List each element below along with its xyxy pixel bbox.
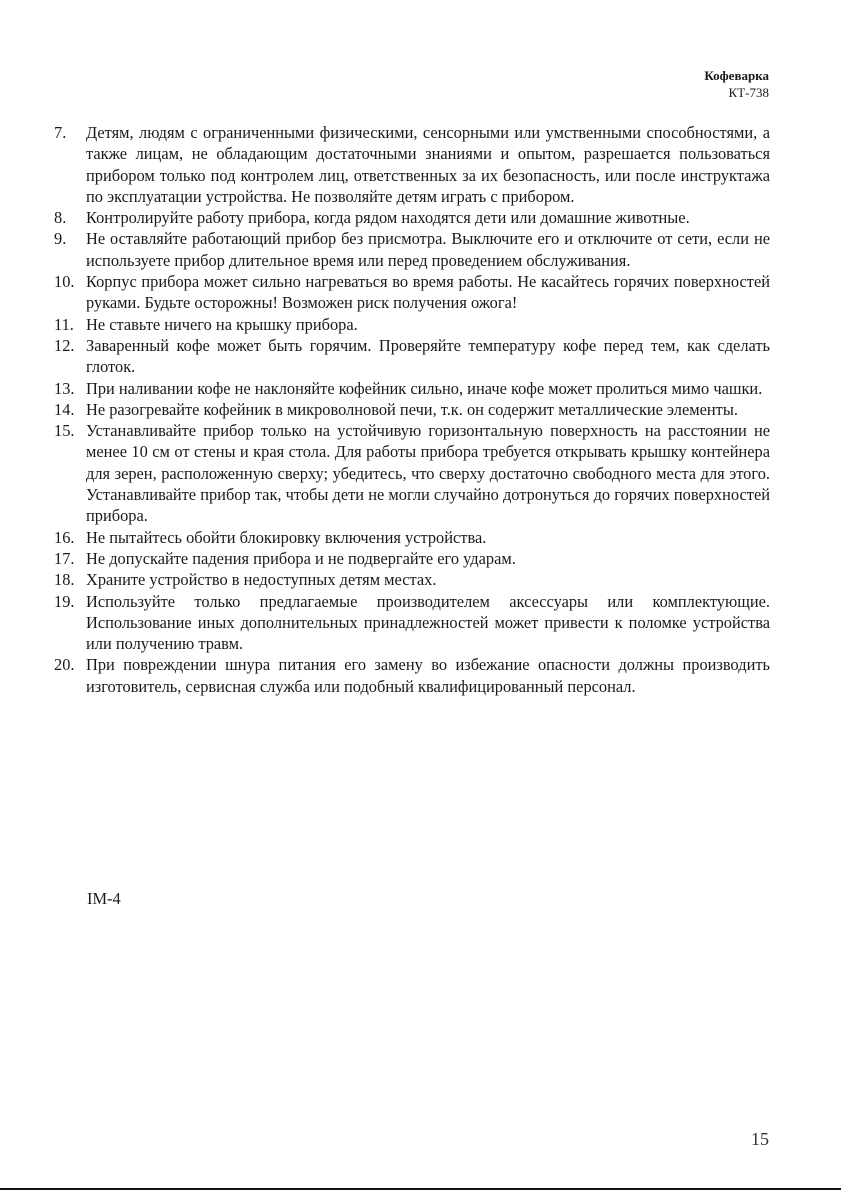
page-header [704, 67, 769, 101]
item-number: 17. [54, 548, 75, 568]
list-item [54, 378, 770, 399]
list-item [54, 420, 770, 526]
item-text: Контролируйте работу прибора, когда рядом находятся дети или домашние животные. [86, 208, 690, 228]
item-number: 12. [54, 335, 75, 355]
list-item [54, 527, 770, 548]
item-number: 20. [54, 655, 75, 675]
list-item [54, 548, 770, 569]
item-number: 15. [54, 421, 75, 441]
list-item [54, 228, 770, 271]
item-number: 10. [54, 272, 75, 292]
list-item [54, 314, 770, 335]
item-text: Храните устройство в недоступных детям местах. [86, 570, 437, 590]
item-number: 13. [54, 378, 75, 398]
item-number: 16. [54, 527, 75, 547]
item-text: Используйте только предлагаемые производителем аксессуары или комплектующие. Использование иных дополнительных принадлежностей может привести к поломке устройства или получению травм. [86, 591, 770, 654]
item-text: При повреждении шнура питания его замену во избежание опасности должны производить изготовитель, сервисная служба или подобный квалифицированный персонал. [86, 655, 770, 696]
item-text: Детям, людям с ограниченными физическими, сенсорными или умственными способностями, а также лицам, не обладающим достаточными знаниями и опытом, разрешается пользоваться прибором только под контролем лиц, ответственных за их безопасность, или после инструктажа по эксплуатации устройства. Не позволяйте детям играть с прибором. [86, 123, 770, 206]
list-item [54, 335, 770, 378]
safety-instructions-list [54, 122, 770, 697]
item-number: 11. [54, 314, 74, 334]
product-model: КТ-738 [728, 85, 769, 100]
item-text: Устанавливайте прибор только на устойчивую горизонтальную поверхность на расстоянии не менее 10 см от стены и края стола. Для работы прибора требуется открывать крышку контейнера для зерен, расположенную сверху; убедитесь, что сверху достаточно свободного места для этого. Устанавливайте прибор так, чтобы дети не могли случайно дотронуться до горячих поверхностей прибора. [86, 421, 770, 526]
page-number: 15 [751, 1129, 769, 1149]
item-text: При наливании кофе не наклоняйте кофейник сильно, иначе кофе может пролиться мимо чашки. [86, 378, 763, 398]
list-item [54, 122, 770, 207]
list-item [54, 569, 770, 590]
list-item [54, 591, 770, 655]
item-number: 14. [54, 399, 75, 419]
item-number: 18. [54, 570, 75, 590]
item-text: Не допускайте падения прибора и не подвергайте его ударам. [86, 548, 516, 568]
list-item [54, 207, 770, 228]
bottom-divider [0, 1188, 841, 1190]
item-text: Не разогревайте кофейник в микроволновой печи, т.к. он содержит металлические элементы. [86, 399, 738, 419]
item-text: Корпус прибора может сильно нагреваться во время работы. Не касайтесь горячих поверхностей руками. Будьте осторожны! Возможен риск получения ожога! [86, 272, 770, 313]
item-number: 9. [54, 229, 67, 249]
list-item [54, 399, 770, 420]
item-text: Не пытайтесь обойти блокировку включения устройства. [86, 527, 487, 547]
item-text: Заваренный кофе может быть горячим. Проверяйте температуру кофе перед тем, как сделать глоток. [86, 335, 770, 377]
item-text: Не ставьте ничего на крышку прибора. [86, 314, 358, 334]
item-number: 19. [54, 591, 75, 611]
list-item [54, 654, 770, 697]
item-number: 7. [54, 123, 67, 142]
document-code: IM-4 [87, 889, 121, 908]
item-text: Не оставляйте работающий прибор без присмотра. Выключите его и отключите от сети, если не используете прибор длительное время или перед проведением обслуживания. [86, 229, 770, 270]
product-title: Кофеварка [704, 68, 769, 83]
list-item [54, 271, 770, 314]
item-number: 8. [54, 208, 67, 228]
